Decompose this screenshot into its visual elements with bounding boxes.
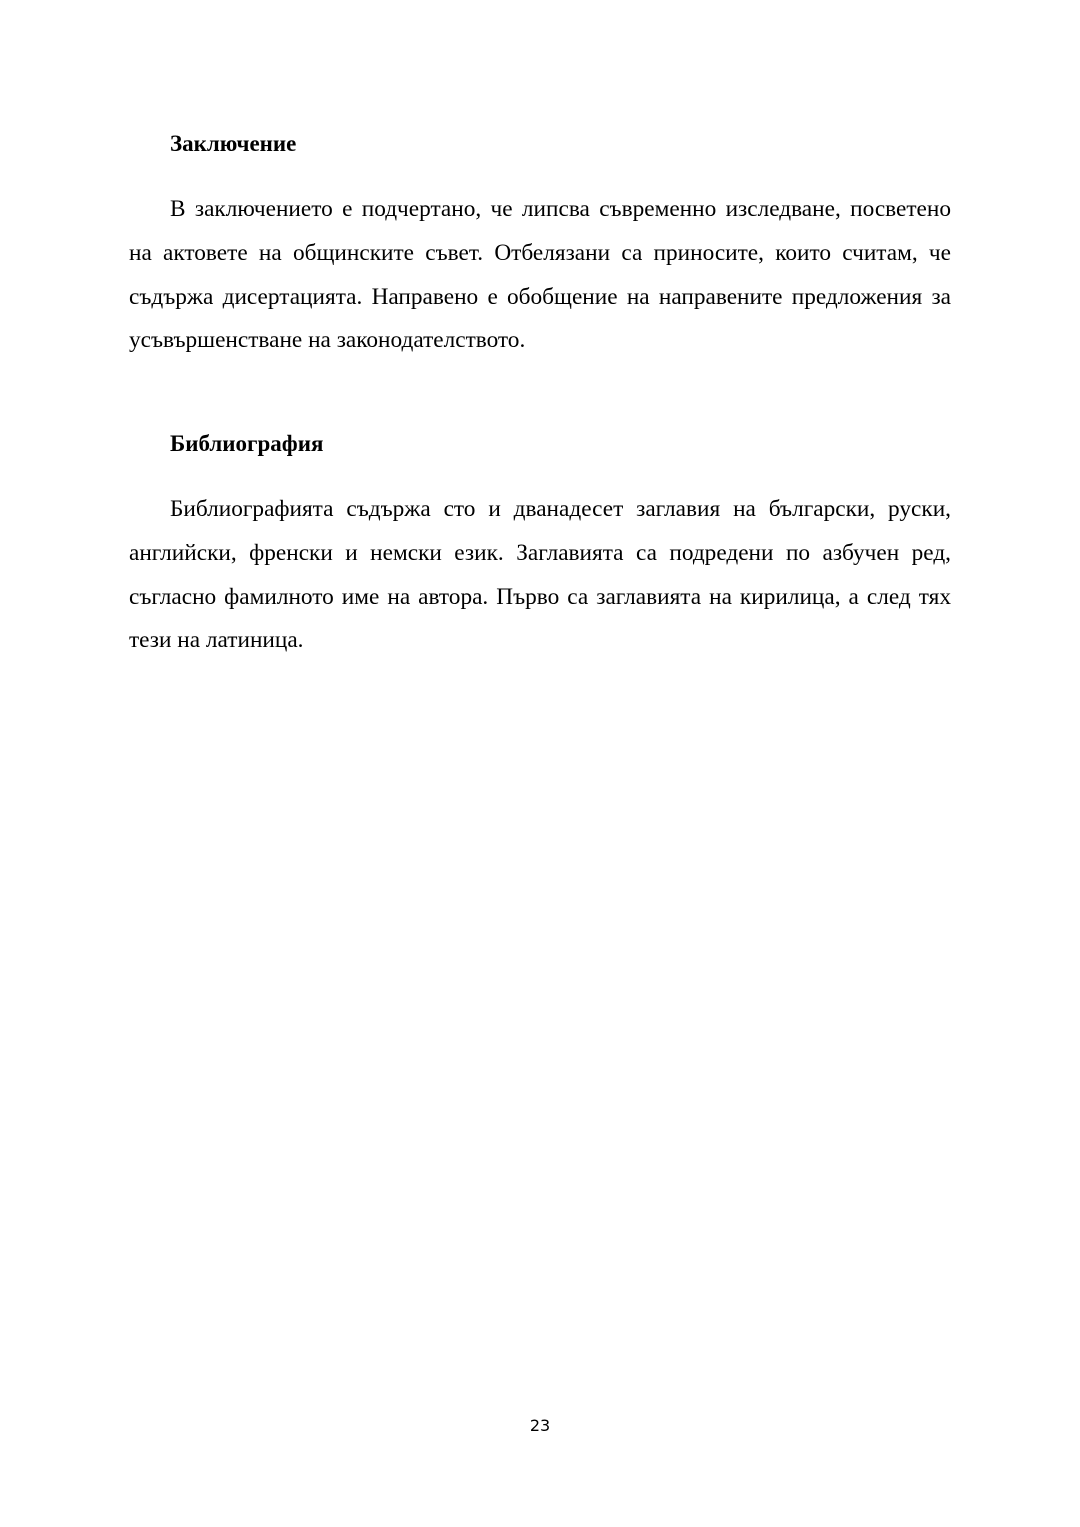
bibliography-paragraph: Библиографията съдържа сто и дванадесет заглавия на български, руски, английски, френски и немски език. Заглавията са подредени по азбучен ред, съгласно фамилното име на автора. Първо са заглавията на кирилица, а след тях тези на латиница. — [129, 496, 951, 654]
conclusion-heading: Заключение — [170, 131, 297, 156]
page-number: 23 — [529, 1416, 551, 1435]
conclusion-paragraph: В заключението е подчертано, че липсва съвременно изследване, посветено на актовете на общинските съвет. Отбелязани са приносите, които считам, че съдържа дисертацията. Направено е обобщение на направените предложения за усъвършенстване на законодателството. — [129, 196, 951, 354]
bibliography-section — [129, 428, 951, 663]
bibliography-heading: Библиография — [170, 431, 324, 456]
conclusion-section — [129, 128, 951, 363]
